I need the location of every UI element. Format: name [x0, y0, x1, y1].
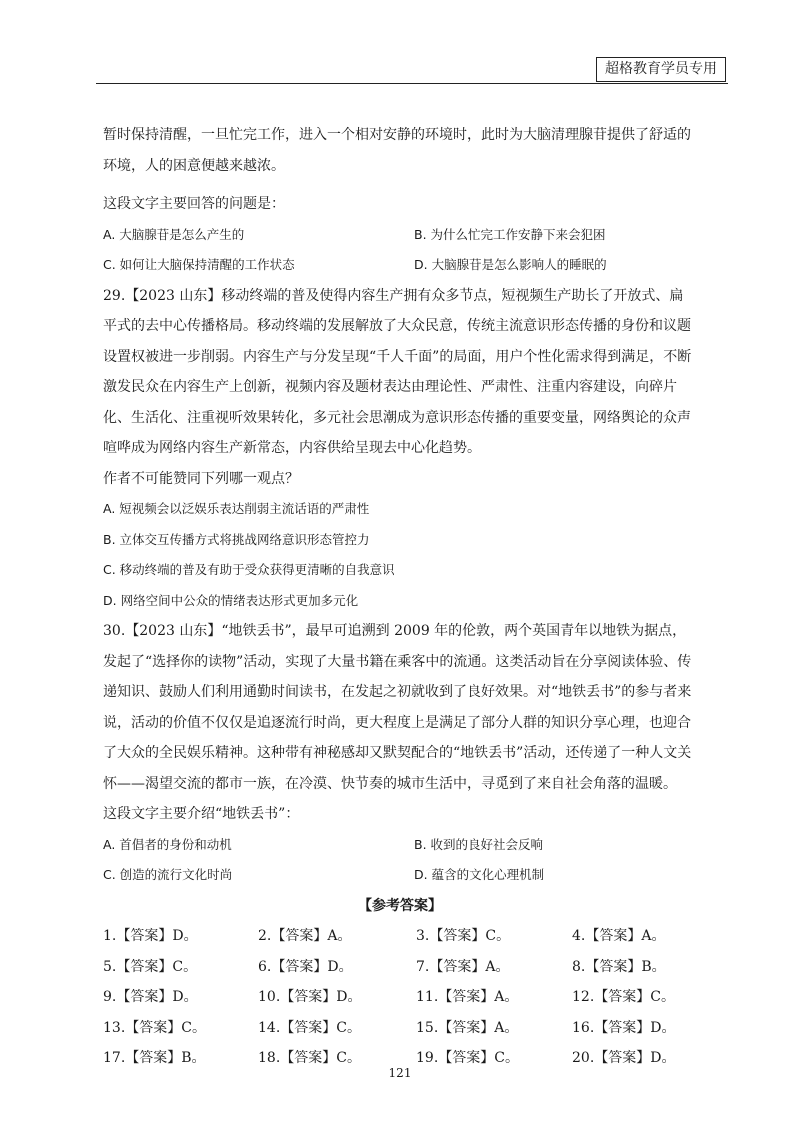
answer-item: 4.【答案】A。 — [572, 928, 666, 944]
intro-options — [103, 220, 697, 281]
q29-option-c: C. 移动终端的普及有助于受众获得更清晰的自我意识 — [103, 562, 395, 577]
header-label: 超格教育学员专用 — [596, 57, 726, 82]
intro-option-b: B. 为什么忙完工作安静下来会犯困 — [414, 226, 606, 242]
q29-options — [103, 494, 697, 616]
answer-item: 5.【答案】C。 — [103, 958, 198, 975]
q30-option-c: C. 创造的流行文化时尚 — [103, 867, 233, 882]
q30-option-b: B. 收到的良好社会反响 — [414, 836, 544, 852]
answer-item: 16.【答案】D。 — [572, 1019, 676, 1036]
answer-item: 17.【答案】B。 — [103, 1050, 206, 1066]
answer-item: 13.【答案】C。 — [103, 1019, 206, 1036]
answer-item: 12.【答案】C。 — [572, 989, 675, 1005]
q30-option-d: D. 蕴含的文化心理机制 — [414, 867, 545, 882]
q29-question: 作者不可能赞同下列哪一观点？ — [103, 470, 299, 487]
answer-item: 2.【答案】A。 — [258, 928, 352, 944]
intro-option-d: D. 大脑腺苷是怎么影响人的睡眠的 — [414, 257, 607, 272]
answer-item: 7.【答案】A。 — [416, 958, 510, 975]
answers-title: 【参考答案】 — [358, 897, 442, 914]
answer-item: 15.【答案】A。 — [416, 1019, 519, 1036]
answer-item: 3.【答案】C。 — [416, 928, 511, 944]
header-rule — [96, 83, 728, 84]
answer-item: 6.【答案】D。 — [258, 958, 353, 975]
answer-item: 8.【答案】B。 — [572, 958, 666, 975]
answer-item: 11.【答案】A。 — [416, 989, 519, 1005]
answer-item: 1.【答案】D。 — [103, 928, 198, 944]
answer-item: 19.【答案】C。 — [416, 1050, 519, 1066]
q29-option-a: A. 短视频会以泛娱乐表达削弱主流话语的严肃性 — [103, 501, 370, 516]
intro-question: 这段文字主要回答的问题是： — [103, 196, 285, 212]
answer-item: 9.【答案】D。 — [103, 989, 198, 1005]
q29-paragraph: 29.【2023 山东】移动终端的普及使得内容生产拥有众多节点，短视频生产助长了开放式、扁平式的去中心传播格局。移动终端的发展解放了大众民意，传统主流意识形态传播的身份和议题设置权被进一步削弱。内容生产与分发呈现“千人千面”的局面，用户个性化需求得到满足，不断激发民众在内容生产上创新，视频内容及题材表达由理论性、严肃性、注重内容建设，向碎片化、生活化、注重视听效果转化，多元社会思潮成为意识形态传播的重要变量，网络舆论的众声喧哗成为网络内容生产新常态，内容供给呈现去中心化趋势。 — [103, 287, 692, 456]
q29-option-d: D. 网络空间中公众的情绪表达形式更加多元化 — [103, 592, 359, 608]
answer-item: 10.【答案】D。 — [258, 989, 362, 1005]
q30-paragraph: 30.【2023 山东】“地铁丢书”，最早可追溯到 2009 年的伦敦，两个英国青年以地铁为据点，发起了“选择你的读物”活动，实现了大量书籍在乘客中的流通。这类活动旨在分享阅读体验、传递知识、鼓励人们利用通勤时间读书，在发起之初就收到了良好效果。对“地铁丢书”的参与者来说，活动的价值不仅仅是追逐流行时尚，更大程度上是满足了部分人群的知识分享心理，也迎合了大众的全民娱乐精神。这种带有神秘感却又默契配合的“地铁丢书”活动，还传递了一种人文关怀——渴望交流的都市一族，在冷漠、快节奏的城市生活中，寻觅到了来自社会角落的温暖。 — [103, 623, 692, 792]
answer-item: 18.【答案】C。 — [258, 1050, 361, 1066]
intro-option-a: A. 大脑腺苷是怎么产生的 — [103, 226, 245, 242]
answer-item: 14.【答案】C。 — [258, 1019, 361, 1036]
q30-options — [103, 830, 697, 891]
answers-grid — [103, 921, 697, 1074]
page-content — [103, 120, 697, 1074]
answer-item: 20.【答案】D。 — [572, 1050, 676, 1066]
intro-option-c: C. 如何让大脑保持清醒的工作状态 — [103, 257, 295, 272]
intro-paragraph: 暂时保持清醒，一旦忙完工作，进入一个相对安静的环境时，此时为大脑清理腺苷提供了舒适的环境，人的困意便越来越浓。 — [103, 127, 691, 174]
page-number: 121 — [388, 1066, 412, 1080]
q29-option-b: B. 立体交互传播方式将挑战网络意识形态管控力 — [103, 531, 370, 547]
q30-question: 这段文字主要介绍“地铁丢书”： — [103, 806, 300, 822]
q30-option-a: A. 首倡者的身份和动机 — [103, 836, 232, 852]
